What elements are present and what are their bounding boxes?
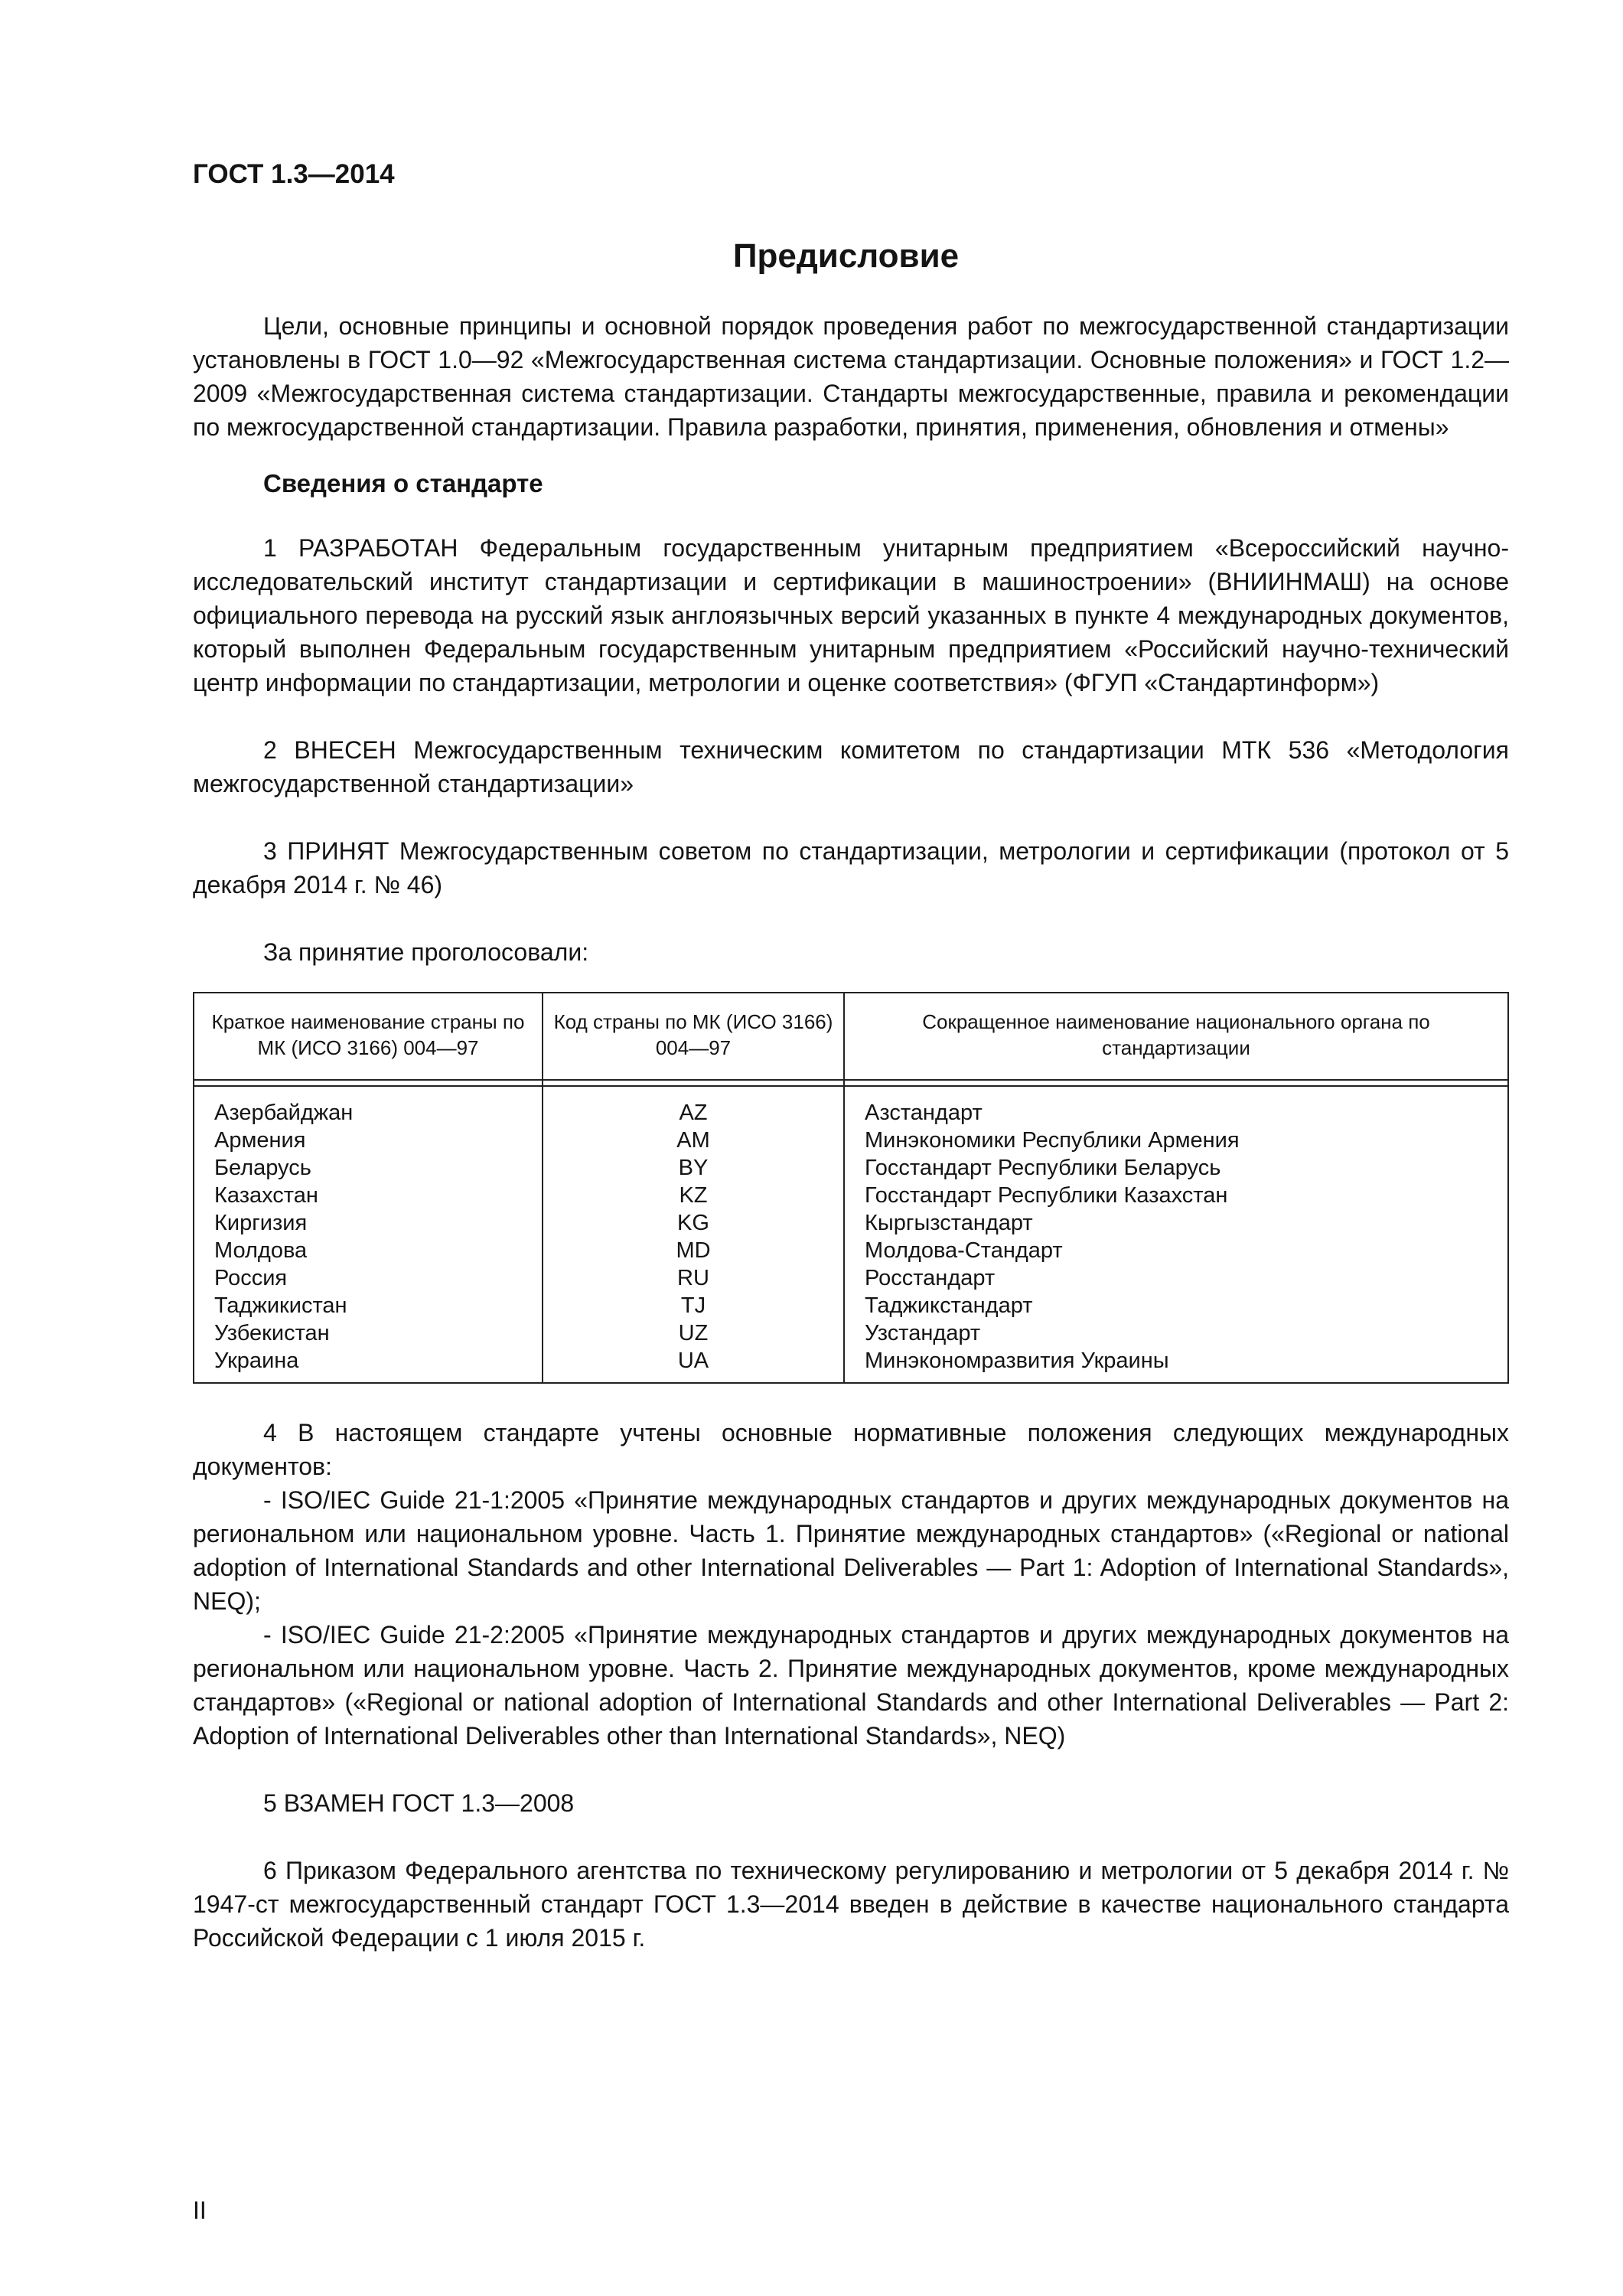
cell-country: Таджикистан (194, 1292, 543, 1319)
table-row (194, 1347, 1508, 1383)
document-body (193, 309, 1509, 1955)
table-row (194, 1209, 1508, 1237)
cell-country: Азербайджан (194, 1086, 543, 1127)
cell-code: KG (543, 1209, 844, 1237)
table-body (194, 1086, 1508, 1383)
cell-body: Минэкономики Республики Армения (844, 1127, 1508, 1154)
cell-country: Молдова (194, 1237, 543, 1264)
item-4-intl-documents: 4 В настоящем стандарте учтены основные нормативные положения следующих международных документов: (193, 1419, 1509, 1480)
item-1-developed-by: 1 РАЗРАБОТАН Федеральным государственным унитарным предприятием «Всероссийский научно-исследовательский институт стандартизации и сертификации в машиностроении» (ВНИИНМАШ) на основе официального перевода на русский язык англоязычных версий указанных в пункте 4 международных документов, который выполнен Федеральным государственным унитарным предприятием «Российский научно-технический центр информации по стандартизации, метрологии и оценке соответствия» (ФГУП «Стандартинформ») (193, 534, 1509, 696)
table-row (194, 1319, 1508, 1347)
item-2-submitted-by: 2 ВНЕСЕН Межгосударственным техническим комитетом по стандартизации МТК 536 «Методология межгосударственной стандартизации» (193, 736, 1509, 797)
cell-country: Армения (194, 1127, 543, 1154)
cell-country: Беларусь (194, 1154, 543, 1182)
header-country: Краткое наименование страны по МК (ИСО 3166) 004—97 (194, 993, 543, 1080)
cell-code: UA (543, 1347, 844, 1383)
cell-code: AM (543, 1127, 844, 1154)
cell-code: TJ (543, 1292, 844, 1319)
document-code: ГОСТ 1.3—2014 (193, 159, 395, 189)
cell-body: Минэкономразвития Украины (844, 1347, 1508, 1383)
item-6-enacted: 6 Приказом Федерального агентства по техническому регулированию и метрологии от 5 декабря 2014 г. № 1947-ст межгосударственный стандарт ГОСТ 1.3—2014 введен в действие в качестве национального стандарта Российской Федерации с 1 июля 2015 г. (193, 1857, 1509, 1952)
item-5-replaces: 5 ВЗАМЕН ГОСТ 1.3—2008 (263, 1789, 575, 1817)
item-3-adopted-by: 3 ПРИНЯТ Межгосударственным советом по стандартизации, метрологии и сертификации (протокол от 5 декабря 2014 г. № 46) (193, 837, 1509, 899)
cell-body: Молдова-Стандарт (844, 1237, 1508, 1264)
cell-body: Госстандарт Республики Беларусь (844, 1154, 1508, 1182)
cell-body: Госстандарт Республики Казахстан (844, 1182, 1508, 1209)
cell-body: Узстандарт (844, 1319, 1508, 1347)
item-4-guide-21-2: - ISO/IEC Guide 21-2:2005 «Принятие международных стандартов и других международных документов на региональном или национальном уровне. Часть 2. Принятие международных документов, кроме международных стандартов» («Regional or national adoption of International Standards and other International Deliverables — Part 2: Adoption of International Deliverables other than International Standards», NEQ) (193, 1621, 1509, 1750)
item-4-guide-21-1: - ISO/IEC Guide 21-1:2005 «Принятие международных стандартов и других международных документов на региональном или национальном уровне. Часть 1. Принятие международных стандартов» («Regional or national adoption of International Standards and other International Deliverables — Part 1: Adoption of International Standards», NEQ); (193, 1486, 1509, 1615)
cell-country: Узбекистан (194, 1319, 543, 1347)
page-title: Предисловие (732, 237, 960, 275)
cell-code: BY (543, 1154, 844, 1182)
cell-country: Казахстан (194, 1182, 543, 1209)
cell-code: RU (543, 1264, 844, 1292)
table-row (194, 1182, 1508, 1209)
cell-code: UZ (543, 1319, 844, 1347)
voting-table (193, 992, 1509, 1384)
cell-code: MD (543, 1237, 844, 1264)
header-body: Сокращенное наименование национального органа по стандартизации (844, 993, 1508, 1080)
table-row (194, 1154, 1508, 1182)
vote-label: За принятие проголосовали: (263, 938, 589, 966)
cell-country: Украина (194, 1347, 543, 1383)
cell-code: KZ (543, 1182, 844, 1209)
cell-country: Россия (194, 1264, 543, 1292)
table-row (194, 1264, 1508, 1292)
cell-country: Киргизия (194, 1209, 543, 1237)
section-heading: Сведения о стандарте (263, 469, 543, 497)
cell-body: Росстандарт (844, 1264, 1508, 1292)
page-number: II (193, 2197, 207, 2224)
cell-body: Кыргызстандарт (844, 1209, 1508, 1237)
cell-code: AZ (543, 1086, 844, 1127)
table-row (194, 1237, 1508, 1264)
table-row (194, 1292, 1508, 1319)
cell-body: Азстандарт (844, 1086, 1508, 1127)
intro-paragraph: Цели, основные принципы и основной порядок проведения работ по межгосударственной стандартизации установлены в ГОСТ 1.0—92 «Межгосударственная система стандартизации. Основные положения» и ГОСТ 1.2—2009 «Межгосударственная система стандартизации. Стандарты межгосударственные, правила и рекомендации по межгосударственной стандартизации. Правила разработки, принятия, применения, обновления и отмены» (193, 312, 1509, 441)
header-code: Код страны по МК (ИСО 3166) 004—97 (543, 993, 844, 1080)
table-row (194, 1086, 1508, 1127)
cell-body: Таджикстандарт (844, 1292, 1508, 1319)
table-row (194, 1127, 1508, 1154)
